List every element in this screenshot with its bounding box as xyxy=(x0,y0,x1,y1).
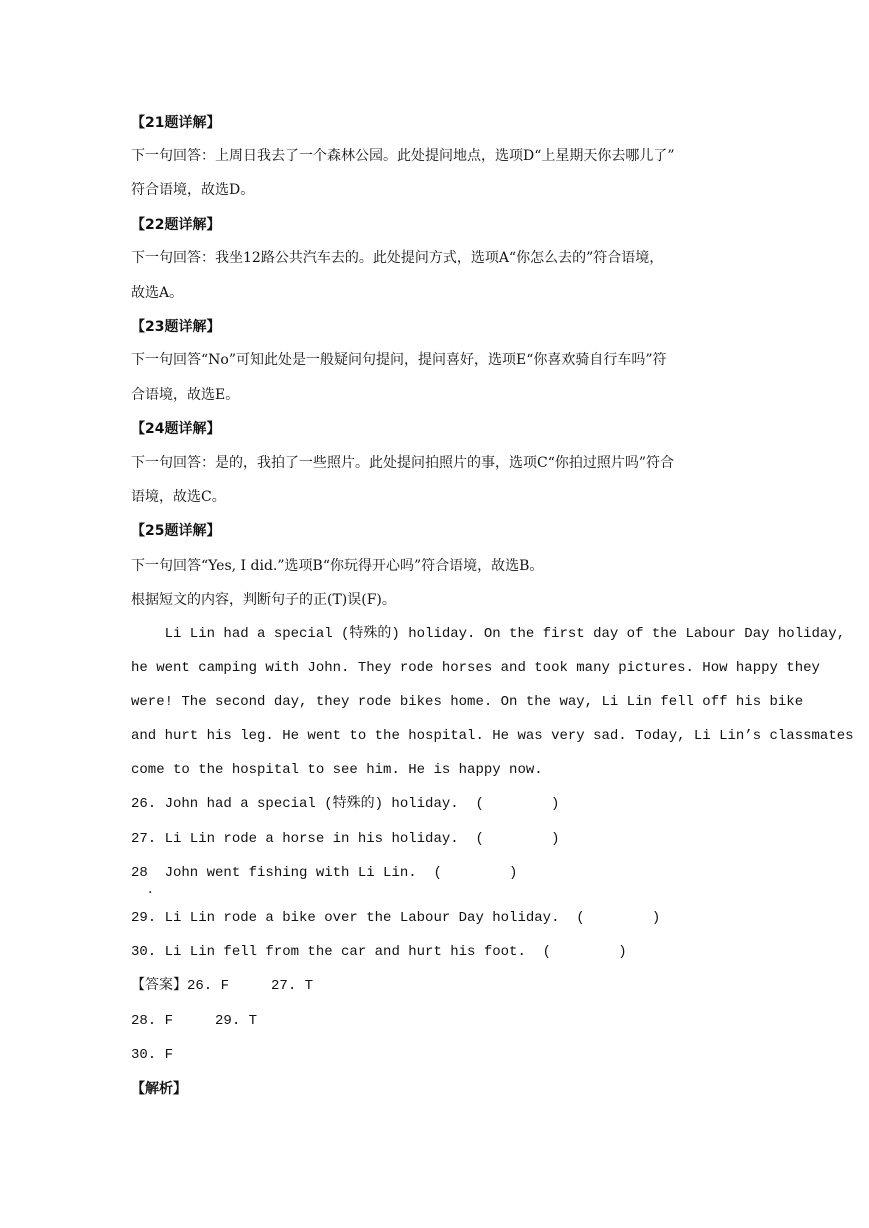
passage-line: come to the hospital to see him. He is happy now. xyxy=(131,762,543,778)
explanation-line: 下一句回答：是的，我拍了一些照片。此处提问拍照片的事，选项C“你拍过照片吗”符合 xyxy=(131,455,675,471)
passage-line: he went camping with John. They rode horses and took many pictures. How happy they xyxy=(131,660,820,676)
section-heading-25: 【25题详解】 xyxy=(131,523,221,539)
question-28: 28 John went fishing with Li Lin. ( ) xyxy=(131,865,518,881)
explanation-line: 下一句回答“Yes, I did.”选项B“你玩得开心吗”符合语境，故选B。 xyxy=(131,558,544,574)
answer-line: 30. F xyxy=(131,1047,174,1063)
section-heading-21: 【21题详解】 xyxy=(131,115,221,131)
passage-line: were! The second day, they rode bikes home. On the way, Li Lin fell off his bike xyxy=(131,694,804,710)
section-heading-24: 【24题详解】 xyxy=(131,421,221,437)
question-30: 30. Li Lin fell from the car and hurt his foot. ( ) xyxy=(131,944,627,960)
explanation-line: 符合语境，故选D。 xyxy=(131,182,255,198)
question-27: 27. Li Lin rode a horse in his holiday. ( ) xyxy=(131,831,560,847)
explanation-line: 合语境，故选E。 xyxy=(131,387,240,403)
answer-line: 28. F 29. T xyxy=(131,1013,258,1029)
explanation-line: 下一句回答“No”可知此处是一般疑问句提问，提问喜好，选项E“你喜欢骑自行车吗”符 xyxy=(131,352,667,368)
passage-line: and hurt his leg. He went to the hospital. He was very sad. Today, Li Lin’s classmates xyxy=(131,728,854,744)
question-29: 29. Li Lin rode a bike over the Labour Day holiday. ( ) xyxy=(131,910,661,926)
explanation-line: 语境，故选C。 xyxy=(131,489,226,505)
question-26: 26. John had a special (特殊的) holiday. ( ) xyxy=(131,796,560,812)
stray-dot: . xyxy=(148,881,153,897)
explanation-line: 下一句回答：上周日我去了一个森林公园。此处提问地点，选项D“上星期天你去哪儿了” xyxy=(131,148,675,164)
analysis-heading: 【解析】 xyxy=(131,1081,187,1097)
explanation-line: 下一句回答：我坐12路公共汽车去的。此处提问方式，选项A“你怎么去的”符合语境， xyxy=(131,250,664,266)
section-heading-22: 【22题详解】 xyxy=(131,217,221,233)
explanation-line: 故选A。 xyxy=(131,285,184,301)
answer-line: 【答案】26. F 27. T xyxy=(131,978,314,994)
instruction-text: 根据短文的内容，判断句子的正(T)误(F)。 xyxy=(131,592,396,608)
passage-line: Li Lin had a special (特殊的) holiday. On the first day of the Labour Day holiday, xyxy=(131,626,846,642)
section-heading-23: 【23题详解】 xyxy=(131,319,221,335)
